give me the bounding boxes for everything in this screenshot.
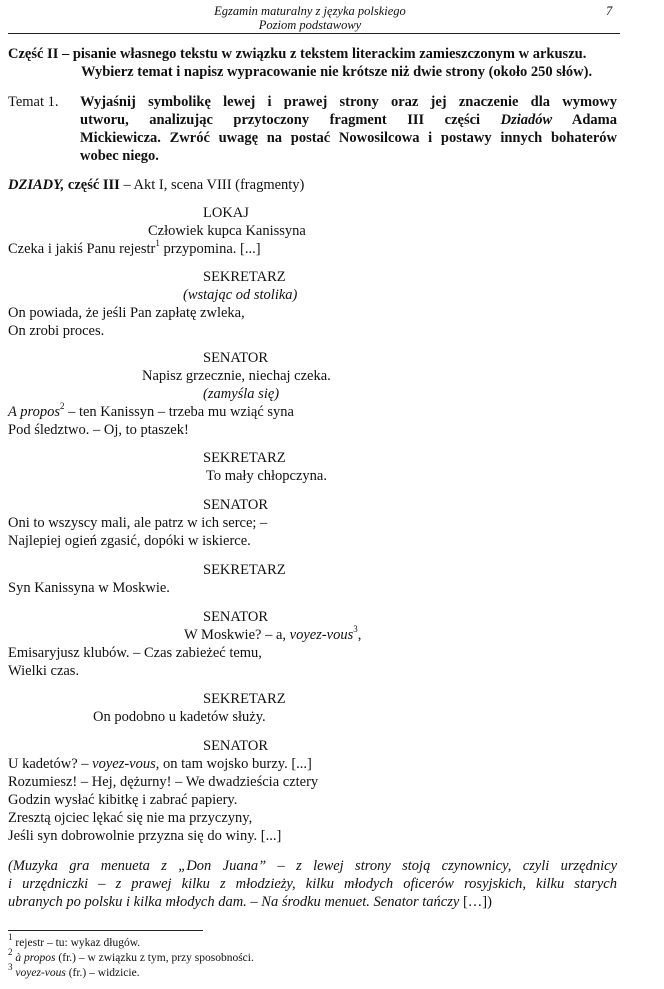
stage-direction-end: […])	[462, 894, 492, 910]
speaker-senator: SENATOR	[203, 497, 268, 513]
verse-line: Wielki czas.	[8, 663, 80, 679]
source-line	[8, 177, 304, 194]
footnote-ref: 3	[353, 624, 358, 635]
verse-text: przypomina. [...]	[159, 241, 261, 257]
verse-line: On powiada, że jeśli Pan zapłatę zwleka,	[8, 305, 245, 321]
page-number: 7	[606, 4, 613, 18]
speaker-senator: SENATOR	[203, 350, 268, 366]
foreign-phrase: voyez-vous,	[92, 756, 160, 772]
verse-text: – ten Kanissyn – trzeba mu wziąć syna	[64, 404, 294, 420]
verse-line: Syn Kanissyna w Moskwie.	[8, 580, 170, 596]
footnote-ref: 1	[155, 238, 160, 249]
footnote-number: 1	[8, 932, 13, 943]
foreign-phrase: voyez-vous	[289, 627, 354, 643]
topic-author-first: Adama	[552, 112, 617, 128]
verse-line	[8, 756, 312, 773]
stage-direction: (wstając od stolika)	[183, 287, 298, 303]
topic-line-4: wobec niego.	[80, 148, 159, 164]
part-instruction: Wybierz temat i napisz wypracowanie nie krótsze niż dwie strony (około 250 słów).	[81, 64, 593, 80]
topic-number: Temat 1.	[8, 94, 59, 110]
header-exam-title: Egzamin maturalny z języka polskiego	[214, 4, 406, 18]
stage-direction-text: ubranych po polsku i kilka młodych dam. – Na środku menuet. Senator tańczy	[8, 894, 463, 910]
verse-line: Najlepiej ogień zgasić, dopóki w iskierce.	[8, 533, 251, 549]
verse-line: Oni to wszyscy mali, ale patrz w ich serce; –	[8, 515, 268, 531]
verse-line	[8, 238, 261, 258]
speaker-senator: SENATOR	[203, 738, 268, 754]
header-divider	[8, 33, 620, 34]
verse-line: Zresztą ojciec lękać się nie ma przyczyny,	[8, 810, 253, 826]
verse-line: Rozumiesz! – Hej, dężurny! – We dwadzieścia cztery	[8, 774, 319, 790]
topic-line-2	[80, 112, 617, 129]
speaker-sekretarz: SEKRETARZ	[203, 691, 286, 707]
topic-line-3: Mickiewicza. Zwróć uwagę na postać Nowosilcowa i postawy innych bohaterów	[80, 130, 617, 146]
footnote-1	[8, 932, 141, 950]
speaker-sekretarz: SEKRETARZ	[203, 450, 286, 466]
verse-line: Napisz grzecznie, niechaj czeka.	[142, 368, 331, 384]
footnote-term: voyez-vous	[12, 967, 66, 979]
topic-line-2-text: utworu, analizując przytoczony fragment III części	[80, 112, 501, 128]
stage-direction-line: i urzędniczki – z prawej kilku z młodzieży, kilku młodych oficerów rosyjskich, kilku starych	[8, 876, 617, 892]
footnote-3	[8, 962, 140, 980]
footnote-text: rejestr – tu: wykaz długów.	[12, 937, 141, 949]
verse-line: On zrobi proces.	[8, 323, 105, 339]
footnote-divider	[8, 930, 203, 931]
source-scene: – Akt I, scena VIII (fragmenty)	[119, 177, 305, 193]
speaker-lokaj: LOKAJ	[203, 205, 249, 221]
part-heading: Część II – pisanie własnego tekstu w związku z tekstem literackim zamieszczonym w arkuszu.	[8, 46, 587, 62]
verse-text: ,	[357, 627, 362, 643]
verse-line: Emisaryjusz klubów. – Czas zabieżeć temu,	[8, 645, 262, 661]
header-level: Poziom podstawowy	[258, 18, 362, 32]
footnote-ref: 2	[59, 401, 65, 412]
source-part: część III	[64, 177, 120, 193]
page-header	[0, 4, 620, 32]
source-title: DZIADY,	[8, 177, 65, 193]
speaker-senator: SENATOR	[203, 609, 268, 625]
verse-line: Pod śledztwo. – Oj, to ptaszek!	[8, 422, 189, 438]
footnote-number: 3	[8, 962, 13, 973]
footnote-text: (fr.) – widzicie.	[65, 967, 140, 979]
verse-text: on tam wojsko burzy. [...]	[159, 756, 312, 772]
verse-text: Czeka i jakiś Panu rejestr	[8, 241, 156, 257]
stage-direction-line: (Muzyka gra menueta z „Don Juana” – z lewej strony stoją czynownicy, czyli urzędnicy	[8, 858, 617, 874]
foreign-phrase: A propos	[8, 404, 60, 420]
speaker-sekretarz: SEKRETARZ	[203, 562, 286, 578]
footnote-2	[8, 947, 254, 965]
verse-line	[8, 401, 294, 421]
verse-line: Godzin wysłać kibitkę i zabrać papiery.	[8, 792, 238, 808]
footnote-number: 2	[8, 947, 13, 958]
verse-text: U kadetów? –	[8, 756, 93, 772]
stage-direction-line	[8, 894, 492, 911]
verse-line: To mały chłopczyna.	[206, 468, 327, 484]
footnote-term: à propos	[12, 952, 56, 964]
verse-line	[184, 624, 362, 644]
stage-direction: (zamyśla się)	[203, 386, 280, 402]
footnote-text: (fr.) – w związku z tym, przy sposobności.	[55, 952, 254, 964]
speaker-sekretarz: SEKRETARZ	[203, 269, 286, 285]
verse-text: W Moskwie? – a,	[184, 627, 290, 643]
topic-work-title: Dziadów	[500, 112, 553, 128]
topic-line-1: Wyjaśnij symbolikę lewej i prawej strony oraz jej znaczenie dla wymowy	[80, 94, 617, 110]
verse-line: Jeśli syn dobrowolnie przyzna się do winy. [...]	[8, 828, 282, 844]
verse-line: Człowiek kupca Kanissyna	[148, 223, 306, 239]
verse-line: On podobno u kadetów służy.	[93, 709, 266, 725]
